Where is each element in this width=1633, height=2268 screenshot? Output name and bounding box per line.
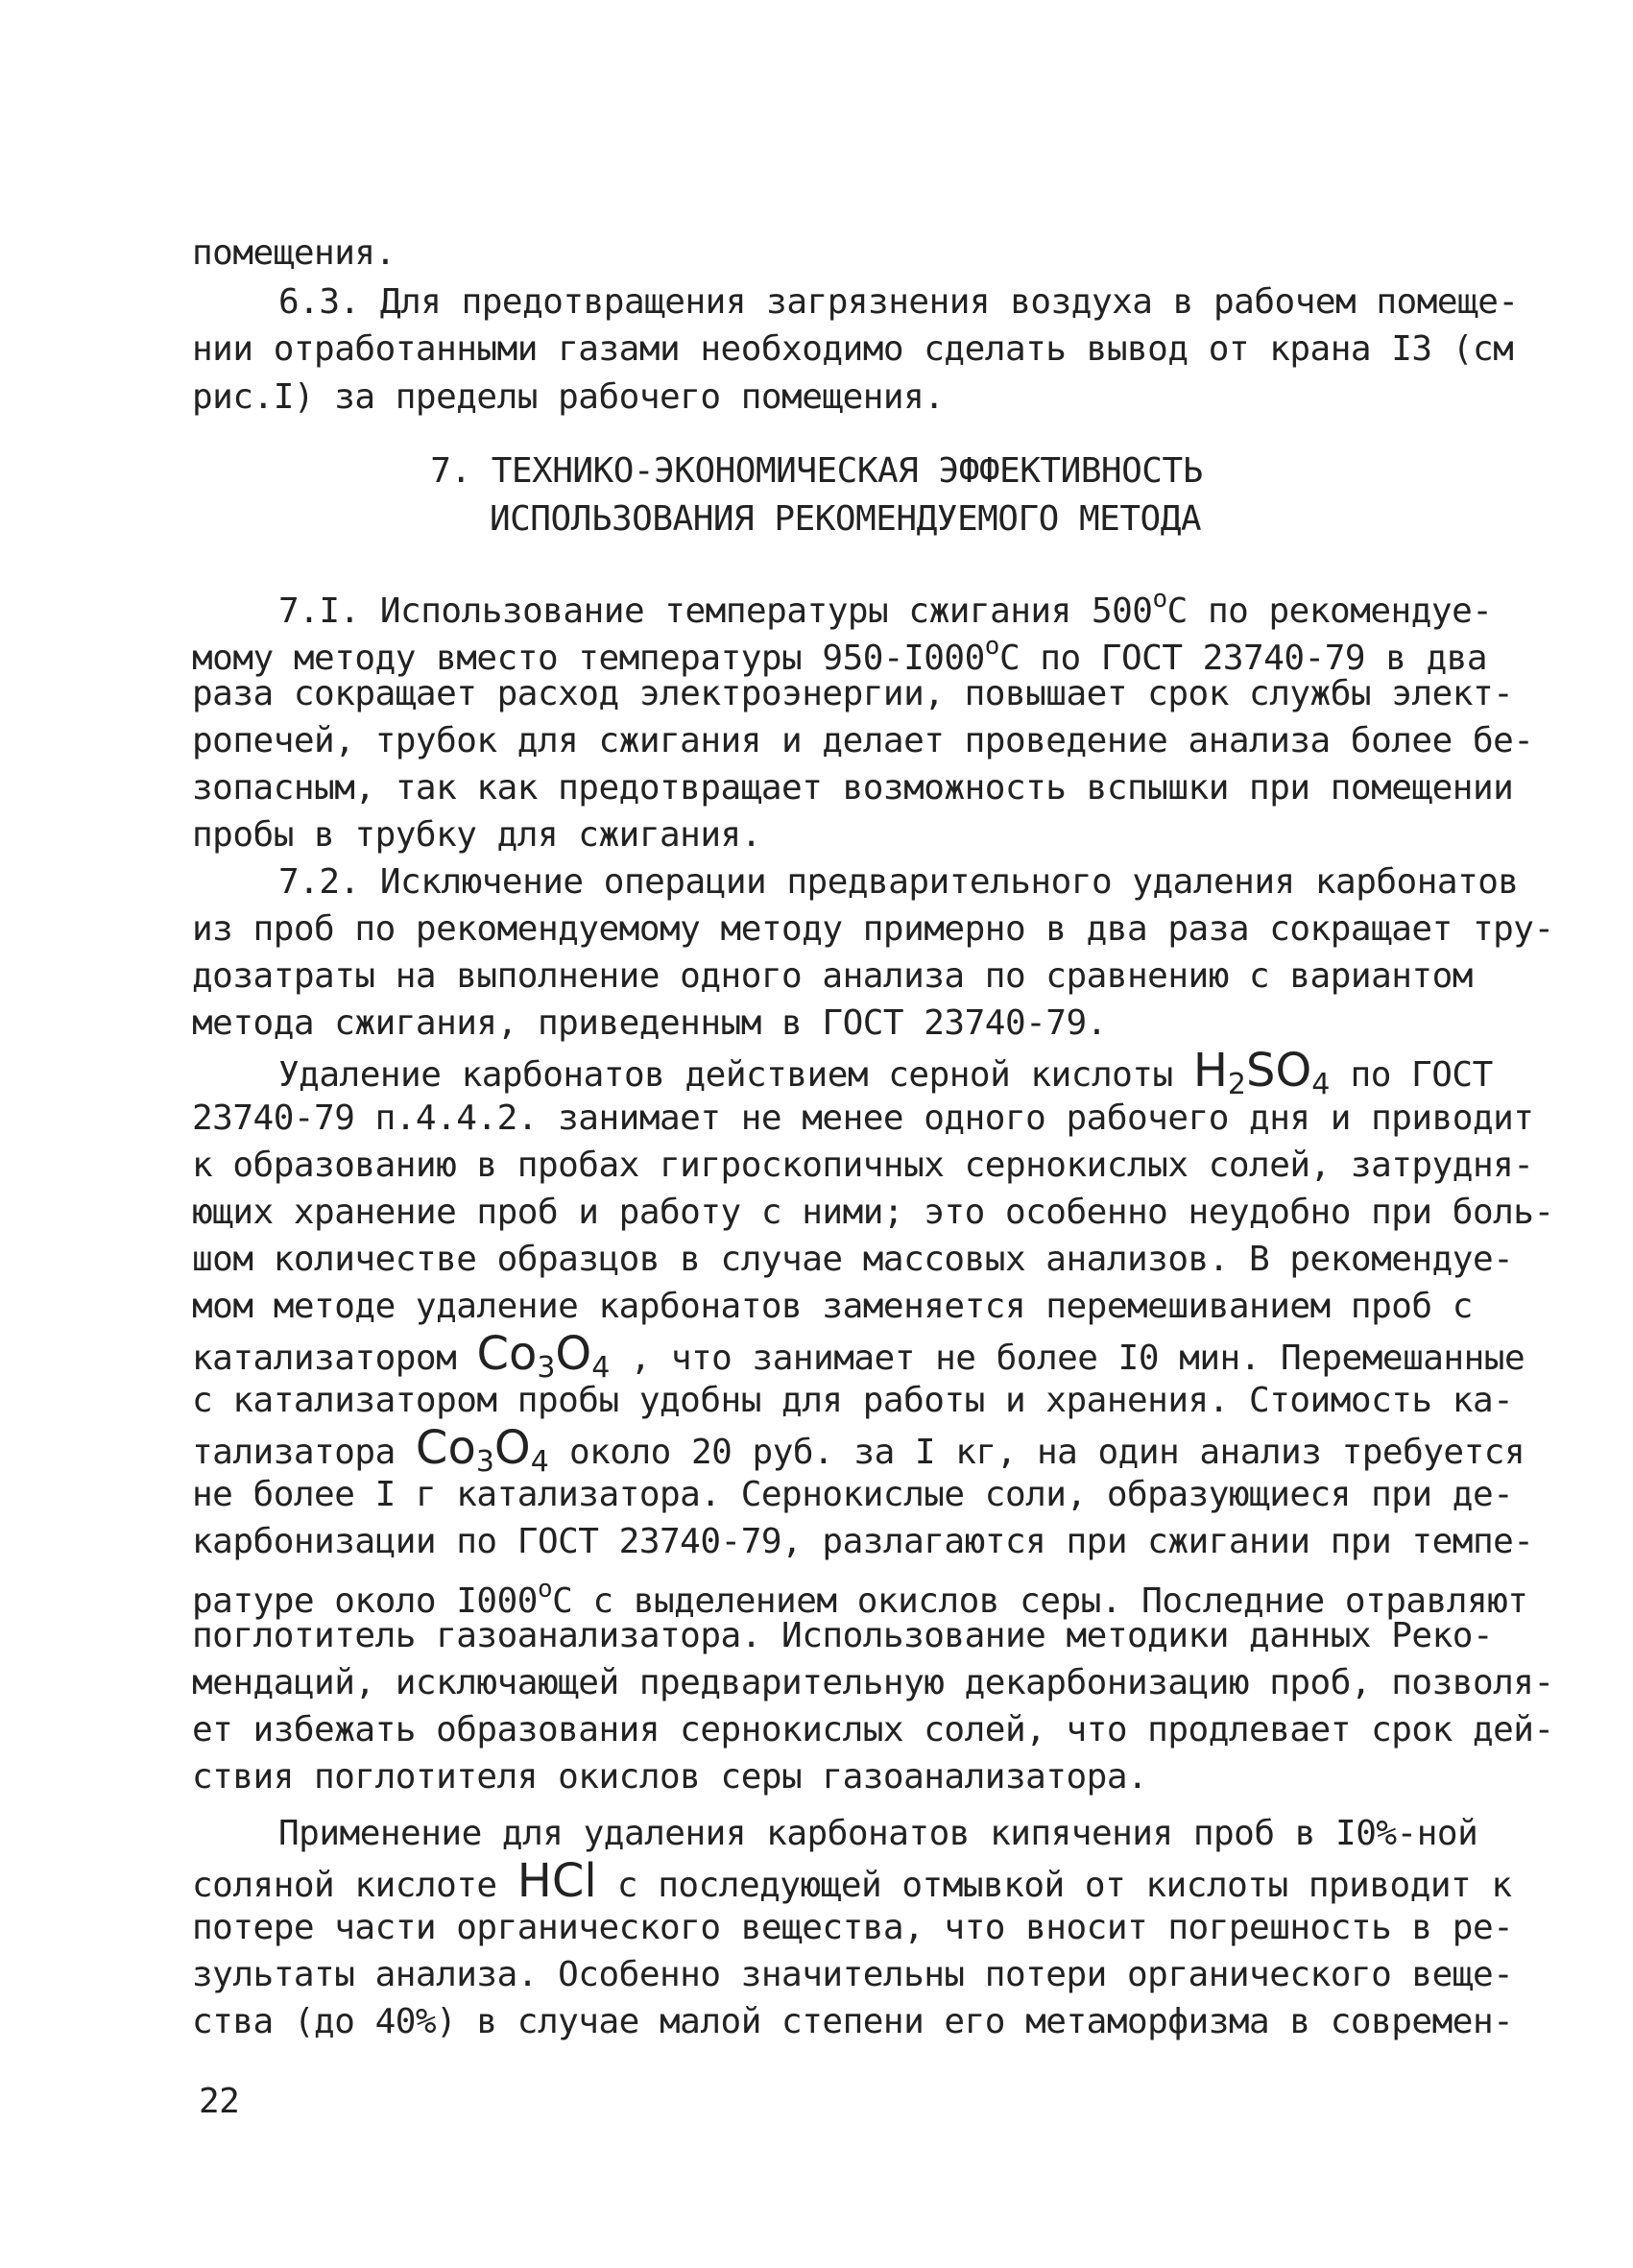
text-line: дозатраты на выполнение одного анализа по сравнению с вариантом bbox=[192, 956, 1473, 996]
text-line: ропечей, трубок для сжигания и делает проведение анализа более бе- bbox=[192, 721, 1534, 760]
text-line: зультаты анализа. Особенно значительны потери органического веще- bbox=[192, 1955, 1514, 1994]
formula-h2so4: $H_2SO_4$ bbox=[1192, 1044, 1331, 1101]
text-line: ющих хранение проб и работу с ними; это особенно неудобно при боль- bbox=[192, 1193, 1554, 1232]
text-line: мом методе удаление карбонатов заменяется перемешиванием проб с bbox=[192, 1287, 1473, 1326]
text-line: раза сокращает расход электроэнергии, повышает срок службы элект- bbox=[192, 674, 1514, 713]
text-line: карбонизации по ГОСТ 23740-79, разлагаются при сжигании при темпе- bbox=[192, 1522, 1534, 1561]
text-line: тализатора $Co_3O_4$ около 20 руб. за I кг, на один анализ требуется bbox=[192, 1421, 1525, 1479]
degree-sign: о bbox=[537, 1575, 553, 1604]
text-line: из проб по рекомендуемому методу примерно в два раза сокращает тру- bbox=[192, 909, 1554, 949]
text-line: катализатором $Co_3O_4$ , что занимает не более I0 мин. Перемешанные bbox=[192, 1327, 1525, 1385]
formula-co3o4: $Co_3O_4$ bbox=[415, 1421, 549, 1479]
degree-sign: о bbox=[1152, 585, 1167, 614]
section-heading-line-2: ИСПОЛЬЗОВАНИЯ РЕКОМЕНДУЕМОГО МЕТОДА bbox=[489, 499, 1202, 539]
text-line: 23740-79 п.4.4.2. занимает не менее одного рабочего дня и приводит bbox=[192, 1098, 1534, 1138]
text-line: мому методу вместо температуры $950-I000^оС$ по ГОСТ 23740-79 в два bbox=[192, 632, 1488, 678]
text-line: 7.2. Исключение операции предварительного удаления карбонатов bbox=[278, 862, 1519, 902]
text-line: поглотитель газоанализатора. Использование методики данных Реко- bbox=[192, 1616, 1494, 1655]
text-line: 7.I. Использование температуры сжигания $500^оС$ по рекомендуе- bbox=[278, 585, 1493, 631]
text-line: мендаций, исключающей предварительную декарбонизацию проб, позволя- bbox=[192, 1663, 1554, 1702]
text-line: пробы в трубку для сжигания. bbox=[192, 815, 761, 855]
text-line: помещения. bbox=[192, 233, 396, 273]
text-line: ства (до 40%) в случае малой степени его метаморфизма в современ- bbox=[192, 2002, 1514, 2041]
formula-co3o4: $Co_3O_4$ bbox=[476, 1327, 611, 1385]
text-line: не более I г катализатора. Сернокислые соли, образующиеся при де- bbox=[192, 1475, 1514, 1514]
text-line: соляной кислоте HCl с последующей отмывкой от кислоты приводит к bbox=[192, 1854, 1512, 1908]
text-line: к образованию в пробах гигроскопичных сернокислых солей, затрудня- bbox=[192, 1146, 1534, 1185]
page-number: 22 bbox=[199, 2082, 240, 2121]
formula-hcl: HCl bbox=[516, 1854, 597, 1908]
text-line: зопасным, так как предотвращает возможность вспышки при помещении bbox=[192, 768, 1514, 808]
text-line: ет избежать образования сернокислых солей, что продлевает срок дей- bbox=[192, 1710, 1554, 1749]
text-line: ратуре около $I000^оС$ с выделением окислов серы. Последние отравляют bbox=[192, 1575, 1528, 1621]
text-line: 6.3. Для предотвращения загрязнения воздуха в рабочем помеще- bbox=[278, 282, 1519, 322]
text-line: метода сжигания, приведенным в ГОСТ 23740-79. bbox=[192, 1003, 1107, 1043]
text-line: ствия поглотителя окислов серы газоанализатора. bbox=[192, 1757, 1148, 1797]
section-heading-line-1: 7. ТЕХНИКО-ЭКОНОМИЧЕСКАЯ ЭФФЕКТИВНОСТЬ bbox=[430, 451, 1203, 491]
text-line: потере части органического вещества, что вносит погрешность в ре- bbox=[192, 1908, 1514, 1947]
text-line: рис.I) за пределы рабочего помещения. bbox=[192, 377, 945, 417]
text-line: Удаление карбонатов действием серной кислоты $H_2SO_4$ по ГОСТ bbox=[278, 1044, 1493, 1101]
degree-sign: о bbox=[984, 632, 999, 661]
text-line: с катализатором пробы удобны для работы и хранения. Стоимость ка- bbox=[192, 1381, 1514, 1420]
text-line: нии отработанными газами необходимо сделать вывод от крана I3 (см bbox=[192, 329, 1514, 369]
text-line: шом количестве образцов в случае массовых анализов. В рекомендуе- bbox=[192, 1240, 1514, 1279]
text-line: Применение для удаления карбонатов кипячения проб в I0%-ной bbox=[278, 1814, 1478, 1853]
